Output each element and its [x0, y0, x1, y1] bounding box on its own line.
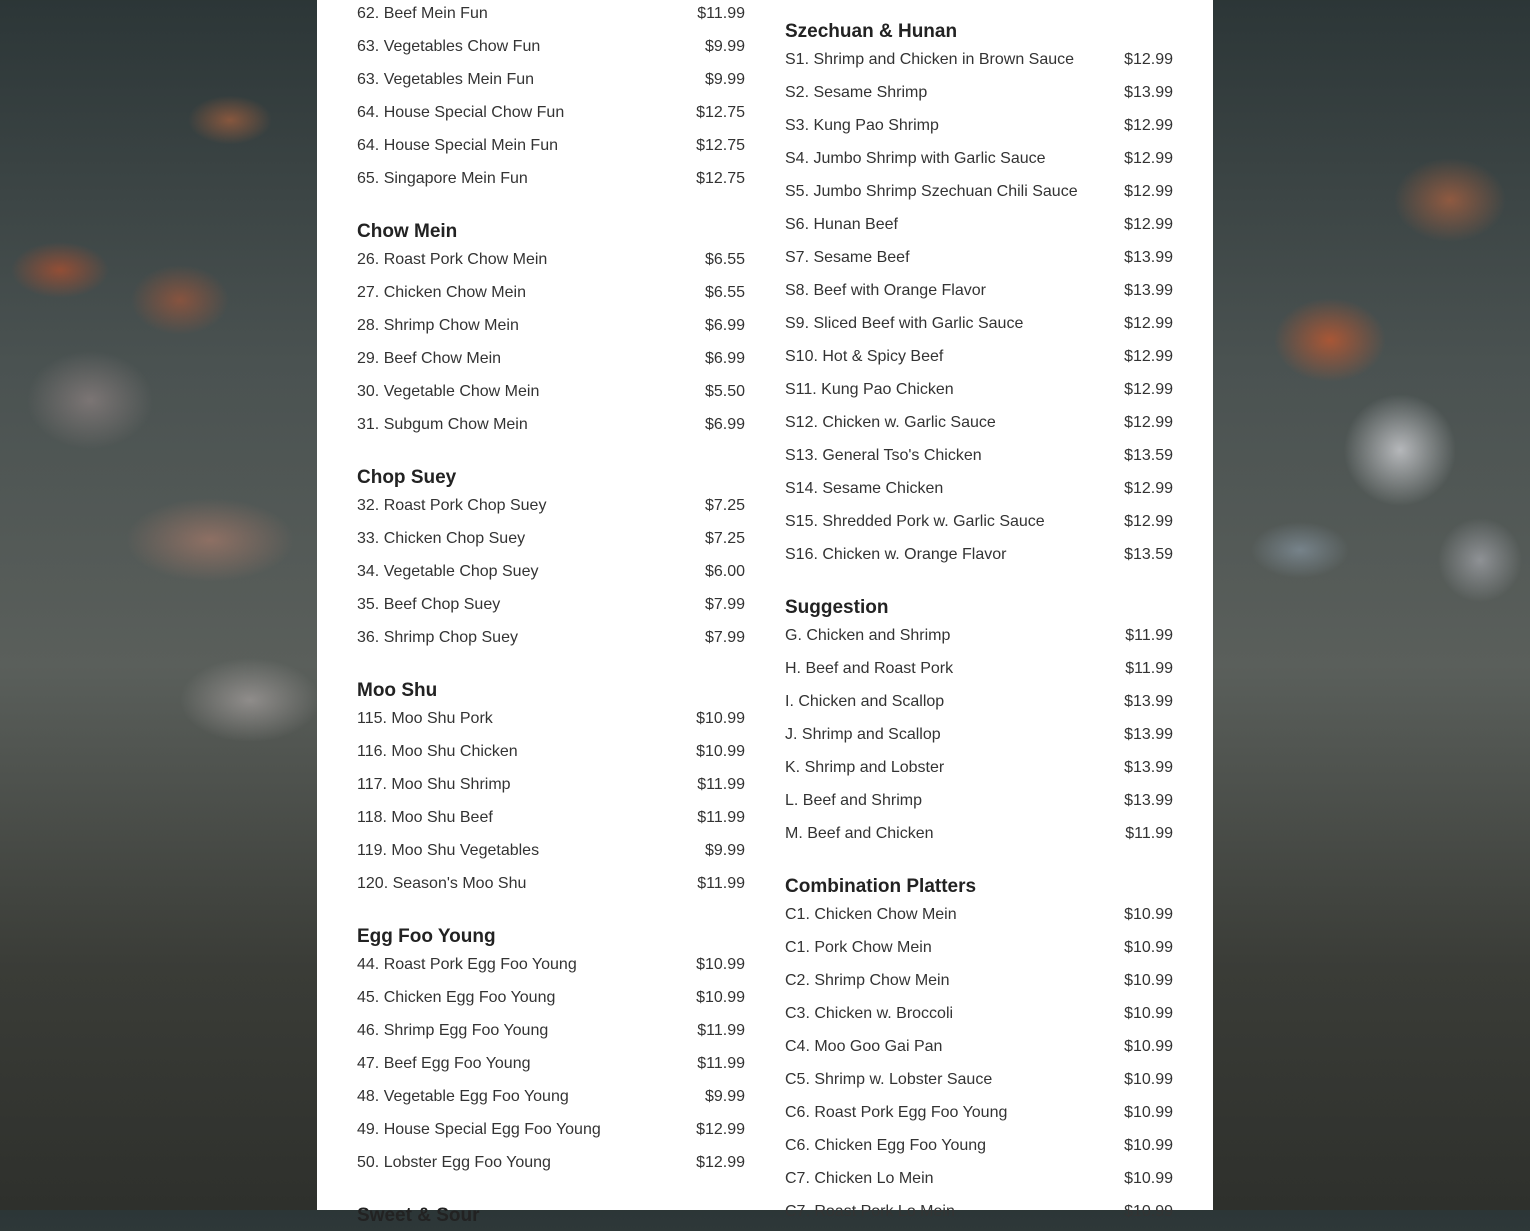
menu-item	[785, 343, 1173, 376]
menu-item-price: $13.99	[1124, 249, 1173, 266]
menu-section-moo-shu	[357, 670, 745, 903]
menu-item-price: $12.99	[1124, 315, 1173, 332]
menu-item-price: $13.99	[1124, 726, 1173, 743]
menu-item	[785, 310, 1173, 343]
menu-item-name: M. Beef and Chicken	[785, 825, 934, 842]
menu-item-name: 32. Roast Pork Chop Suey	[357, 497, 547, 514]
menu-item	[357, 951, 745, 984]
menu-item-price: $12.99	[1124, 348, 1173, 365]
menu-item	[785, 277, 1173, 310]
section-title: Szechuan & Hunan	[785, 21, 958, 42]
menu-item-price: $10.99	[1124, 906, 1173, 923]
menu-item	[785, 145, 1173, 178]
menu-section-egg-foo-young	[357, 916, 745, 1182]
menu-item-price: $10.99	[1124, 1203, 1173, 1220]
menu-item-price: $13.99	[1124, 693, 1173, 710]
menu-item-name: C5. Shrimp w. Lobster Sauce	[785, 1071, 993, 1088]
menu-item-price: $12.99	[1124, 513, 1173, 530]
menu-item-name: 63. Vegetables Mein Fun	[357, 71, 535, 88]
menu-item-name: S13. General Tso's Chicken	[785, 447, 982, 464]
menu-item-name: 29. Beef Chow Mein	[357, 350, 502, 367]
menu-item-price: $13.99	[1124, 792, 1173, 809]
menu-item-name: 49. House Special Egg Foo Young	[357, 1121, 601, 1138]
menu-item	[357, 624, 745, 657]
menu-item	[785, 1033, 1173, 1066]
menu-item-name: 31. Subgum Chow Mein	[357, 416, 528, 433]
menu-item-price: $12.99	[696, 1121, 745, 1138]
section-title: Chow Mein	[357, 221, 458, 242]
menu-item	[785, 721, 1173, 754]
menu-item	[785, 754, 1173, 787]
menu-item-name: J. Shrimp and Scallop	[785, 726, 941, 743]
menu-item	[785, 376, 1173, 409]
menu-item-name: C6. Roast Pork Egg Foo Young	[785, 1104, 1008, 1121]
menu-item	[785, 1165, 1173, 1198]
menu-item-name: S6. Hunan Beef	[785, 216, 898, 233]
menu-item-name: 115. Moo Shu Pork	[357, 710, 493, 727]
menu-item-price: $10.99	[1124, 939, 1173, 956]
menu-item-name: 33. Chicken Chop Suey	[357, 530, 526, 547]
menu-item-price: $12.75	[696, 170, 745, 187]
menu-item-name: S1. Shrimp and Chicken in Brown Sauce	[785, 51, 1075, 68]
menu-item-name: C3. Chicken w. Broccoli	[785, 1005, 954, 1022]
menu-item-price: $6.99	[704, 350, 745, 367]
menu-item	[357, 246, 745, 279]
menu-item	[357, 411, 745, 444]
menu-item-name: 48. Vegetable Egg Foo Young	[357, 1088, 569, 1105]
menu-item	[785, 934, 1173, 967]
section-title: Suggestion	[785, 597, 889, 618]
menu-item-name: 28. Shrimp Chow Mein	[357, 317, 519, 334]
menu-item-name: 64. House Special Chow Fun	[357, 104, 565, 121]
menu-item-price: $12.75	[696, 104, 745, 121]
menu-item-price: $6.99	[704, 317, 745, 334]
menu-item-price: $9.99	[704, 1088, 745, 1105]
menu-item-price: $12.99	[1124, 381, 1173, 398]
menu-item-name: I. Chicken and Scallop	[785, 693, 945, 710]
menu-item-price: $12.75	[696, 137, 745, 154]
menu-item	[357, 1116, 745, 1149]
menu-section-sweet-and-sour	[357, 1195, 745, 1229]
menu-item-name: 36. Shrimp Chop Suey	[357, 629, 518, 646]
menu-item	[357, 984, 745, 1017]
menu-item-name: C6. Chicken Egg Foo Young	[785, 1137, 987, 1154]
menu-item-name: 35. Beef Chop Suey	[357, 596, 501, 613]
menu-item	[357, 378, 745, 411]
menu-item	[357, 165, 745, 198]
menu-item-name: 50. Lobster Egg Foo Young	[357, 1154, 551, 1171]
menu-item-price: $11.99	[697, 776, 745, 793]
menu-item-name: S16. Chicken w. Orange Flavor	[785, 546, 1007, 563]
menu-item-price: $9.99	[704, 38, 745, 55]
menu-item	[785, 475, 1173, 508]
menu-item-price: $5.50	[704, 383, 745, 400]
menu-item-price: $11.99	[1125, 825, 1173, 842]
menu-item-price: $7.99	[704, 629, 745, 646]
menu-column-left	[357, 0, 745, 1230]
menu-item-price: $9.99	[704, 842, 745, 859]
menu-item	[357, 525, 745, 558]
menu-item-name: S4. Jumbo Shrimp with Garlic Sauce	[785, 150, 1046, 167]
menu-item-price: $10.99	[1124, 1005, 1173, 1022]
menu-item	[785, 655, 1173, 688]
menu-item	[357, 312, 745, 345]
menu-item	[357, 279, 745, 312]
menu-item	[785, 1066, 1173, 1099]
menu-item-name: S11. Kung Pao Chicken	[785, 381, 954, 398]
menu-item-price: $10.99	[696, 956, 745, 973]
menu-item-name: 64. House Special Mein Fun	[357, 137, 558, 154]
menu-column-right	[785, 11, 1173, 1231]
section-title: Sweet & Sour	[357, 1205, 480, 1226]
menu-item	[785, 211, 1173, 244]
menu-item	[785, 79, 1173, 112]
menu-item-price: $7.99	[704, 596, 745, 613]
menu-item-name: C4. Moo Goo Gai Pan	[785, 1038, 943, 1055]
menu-item-price: $10.99	[696, 710, 745, 727]
menu-item-price: $11.99	[697, 809, 745, 826]
menu-item-price: $7.25	[704, 497, 745, 514]
menu-item	[357, 705, 745, 738]
menu-item-price: $11.99	[1125, 627, 1173, 644]
menu-item-price: $11.99	[697, 1055, 745, 1072]
menu-item	[357, 591, 745, 624]
menu-item-name: H. Beef and Roast Pork	[785, 660, 954, 677]
menu-item-price: $12.99	[1124, 480, 1173, 497]
menu-item-price: $6.00	[704, 563, 745, 580]
menu-item	[357, 0, 745, 33]
menu-item-price: $12.99	[1124, 150, 1173, 167]
menu-item-name: 119. Moo Shu Vegetables	[357, 842, 540, 859]
menu-item	[785, 244, 1173, 277]
menu-item-name: 47. Beef Egg Foo Young	[357, 1055, 531, 1072]
menu-section-suggestion	[785, 587, 1173, 853]
menu-item-name: K. Shrimp and Lobster	[785, 759, 945, 776]
menu-item-price: $13.99	[1124, 84, 1173, 101]
menu-item	[357, 738, 745, 771]
menu-item	[785, 46, 1173, 79]
menu-item-name: S9. Sliced Beef with Garlic Sauce	[785, 315, 1024, 332]
menu-item-name: G. Chicken and Shrimp	[785, 627, 951, 644]
menu-item-price: $9.99	[704, 71, 745, 88]
menu-item-price: $10.99	[1124, 972, 1173, 989]
menu-item-name: 34. Vegetable Chop Suey	[357, 563, 539, 580]
menu-item-price: $11.99	[697, 5, 745, 22]
menu-item	[785, 541, 1173, 574]
menu-section-chow-mein	[357, 211, 745, 444]
menu-item-price: $6.99	[704, 416, 745, 433]
menu-section-szechuan-and-hunan	[785, 11, 1173, 574]
menu-item-price: $11.99	[697, 875, 745, 892]
menu-item-name: 116. Moo Shu Chicken	[357, 743, 518, 760]
menu-item	[785, 1000, 1173, 1033]
menu-item-price: $12.99	[1124, 216, 1173, 233]
menu-item	[785, 1099, 1173, 1132]
section-title: Chop Suey	[357, 467, 457, 488]
menu-item	[785, 1198, 1173, 1231]
menu-item	[357, 132, 745, 165]
menu-section-combination-platters	[785, 866, 1173, 1231]
menu-item-name: C1. Pork Chow Mein	[785, 939, 932, 956]
menu-item-price: $10.99	[1124, 1170, 1173, 1187]
menu-item	[357, 99, 745, 132]
menu-item-name: S2. Sesame Shrimp	[785, 84, 928, 101]
menu-item	[785, 1132, 1173, 1165]
menu-item	[785, 787, 1173, 820]
menu-item-name: 45. Chicken Egg Foo Young	[357, 989, 556, 1006]
section-title: Moo Shu	[357, 680, 438, 701]
menu-item-name: 118. Moo Shu Beef	[357, 809, 493, 826]
menu-item	[357, 870, 745, 903]
menu-item	[357, 492, 745, 525]
menu-item-price: $10.99	[1124, 1137, 1173, 1154]
menu-item-price: $13.59	[1124, 546, 1173, 563]
menu-item	[357, 837, 745, 870]
menu-item-name: 62. Beef Mein Fun	[357, 5, 488, 22]
menu-item	[785, 442, 1173, 475]
menu-item-name: S7. Sesame Beef	[785, 249, 910, 266]
menu-item-price: $13.99	[1124, 282, 1173, 299]
menu-item	[785, 409, 1173, 442]
menu-item-name: C7. Roast Pork Lo Mein	[785, 1203, 955, 1220]
menu-item-name: S5. Jumbo Shrimp Szechuan Chili Sauce	[785, 183, 1078, 200]
menu-item-name: S8. Beef with Orange Flavor	[785, 282, 986, 299]
menu-item-name: 63. Vegetables Chow Fun	[357, 38, 541, 55]
menu-item	[785, 688, 1173, 721]
menu-item-price: $10.99	[1124, 1038, 1173, 1055]
menu-item-price: $10.99	[1124, 1071, 1173, 1088]
menu-item-name: C1. Chicken Chow Mein	[785, 906, 957, 923]
menu-item	[357, 771, 745, 804]
menu-item	[785, 508, 1173, 541]
menu-item	[357, 1050, 745, 1083]
menu-item-price: $11.99	[697, 1022, 745, 1039]
menu-item	[357, 1083, 745, 1116]
menu-section-chop-suey	[357, 457, 745, 657]
menu-item-price: $12.99	[1124, 117, 1173, 134]
menu-item-price: $6.55	[704, 251, 745, 268]
menu-item-name: S14. Sesame Chicken	[785, 480, 944, 497]
menu-page	[317, 0, 1213, 1226]
section-title: Combination Platters	[785, 876, 977, 897]
menu-item-name: 26. Roast Pork Chow Mein	[357, 251, 548, 268]
menu-item-price: $12.99	[1124, 51, 1173, 68]
menu-item-name: 120. Season's Moo Shu	[357, 875, 527, 892]
menu-item	[357, 1017, 745, 1050]
menu-item-name: 44. Roast Pork Egg Foo Young	[357, 956, 577, 973]
menu-item-name: 30. Vegetable Chow Mein	[357, 383, 540, 400]
menu-item-name: S15. Shredded Pork w. Garlic Sauce	[785, 513, 1045, 530]
menu-item-name: L. Beef and Shrimp	[785, 792, 922, 809]
menu-item-price: $7.25	[704, 530, 745, 547]
menu-item-name: 117. Moo Shu Shrimp	[357, 776, 511, 793]
menu-item	[357, 804, 745, 837]
menu-item-name: S12. Chicken w. Garlic Sauce	[785, 414, 996, 431]
menu-item	[785, 820, 1173, 853]
menu-item-name: S3. Kung Pao Shrimp	[785, 117, 939, 134]
menu-item-name: 27. Chicken Chow Mein	[357, 284, 526, 301]
menu-item-price: $6.55	[704, 284, 745, 301]
menu-item	[785, 622, 1173, 655]
menu-item-name: 46. Shrimp Egg Foo Young	[357, 1022, 549, 1039]
menu-item	[785, 178, 1173, 211]
menu-item	[357, 66, 745, 99]
menu-item-price: $12.99	[696, 1154, 745, 1171]
menu-item	[785, 967, 1173, 1000]
menu-item-name: C7. Chicken Lo Mein	[785, 1170, 934, 1187]
menu-item-name: 65. Singapore Mein Fun	[357, 170, 528, 187]
menu-item-price: $12.99	[1124, 183, 1173, 200]
menu-section-continued	[357, 0, 745, 198]
menu-item	[785, 901, 1173, 934]
menu-item-price: $11.99	[1125, 660, 1173, 677]
menu-item-price: $10.99	[1124, 1104, 1173, 1121]
menu-item	[785, 112, 1173, 145]
section-title: Egg Foo Young	[357, 926, 496, 947]
menu-item	[357, 345, 745, 378]
menu-item	[357, 558, 745, 591]
menu-item	[357, 33, 745, 66]
menu-item	[357, 1149, 745, 1182]
menu-item-name: C2. Shrimp Chow Mein	[785, 972, 950, 989]
menu-item-price: $10.99	[696, 743, 745, 760]
menu-item-price: $10.99	[696, 989, 745, 1006]
menu-item-price: $12.99	[1124, 414, 1173, 431]
menu-item-price: $13.59	[1124, 447, 1173, 464]
menu-item-name: S10. Hot & Spicy Beef	[785, 348, 944, 365]
menu-item-price: $13.99	[1124, 759, 1173, 776]
